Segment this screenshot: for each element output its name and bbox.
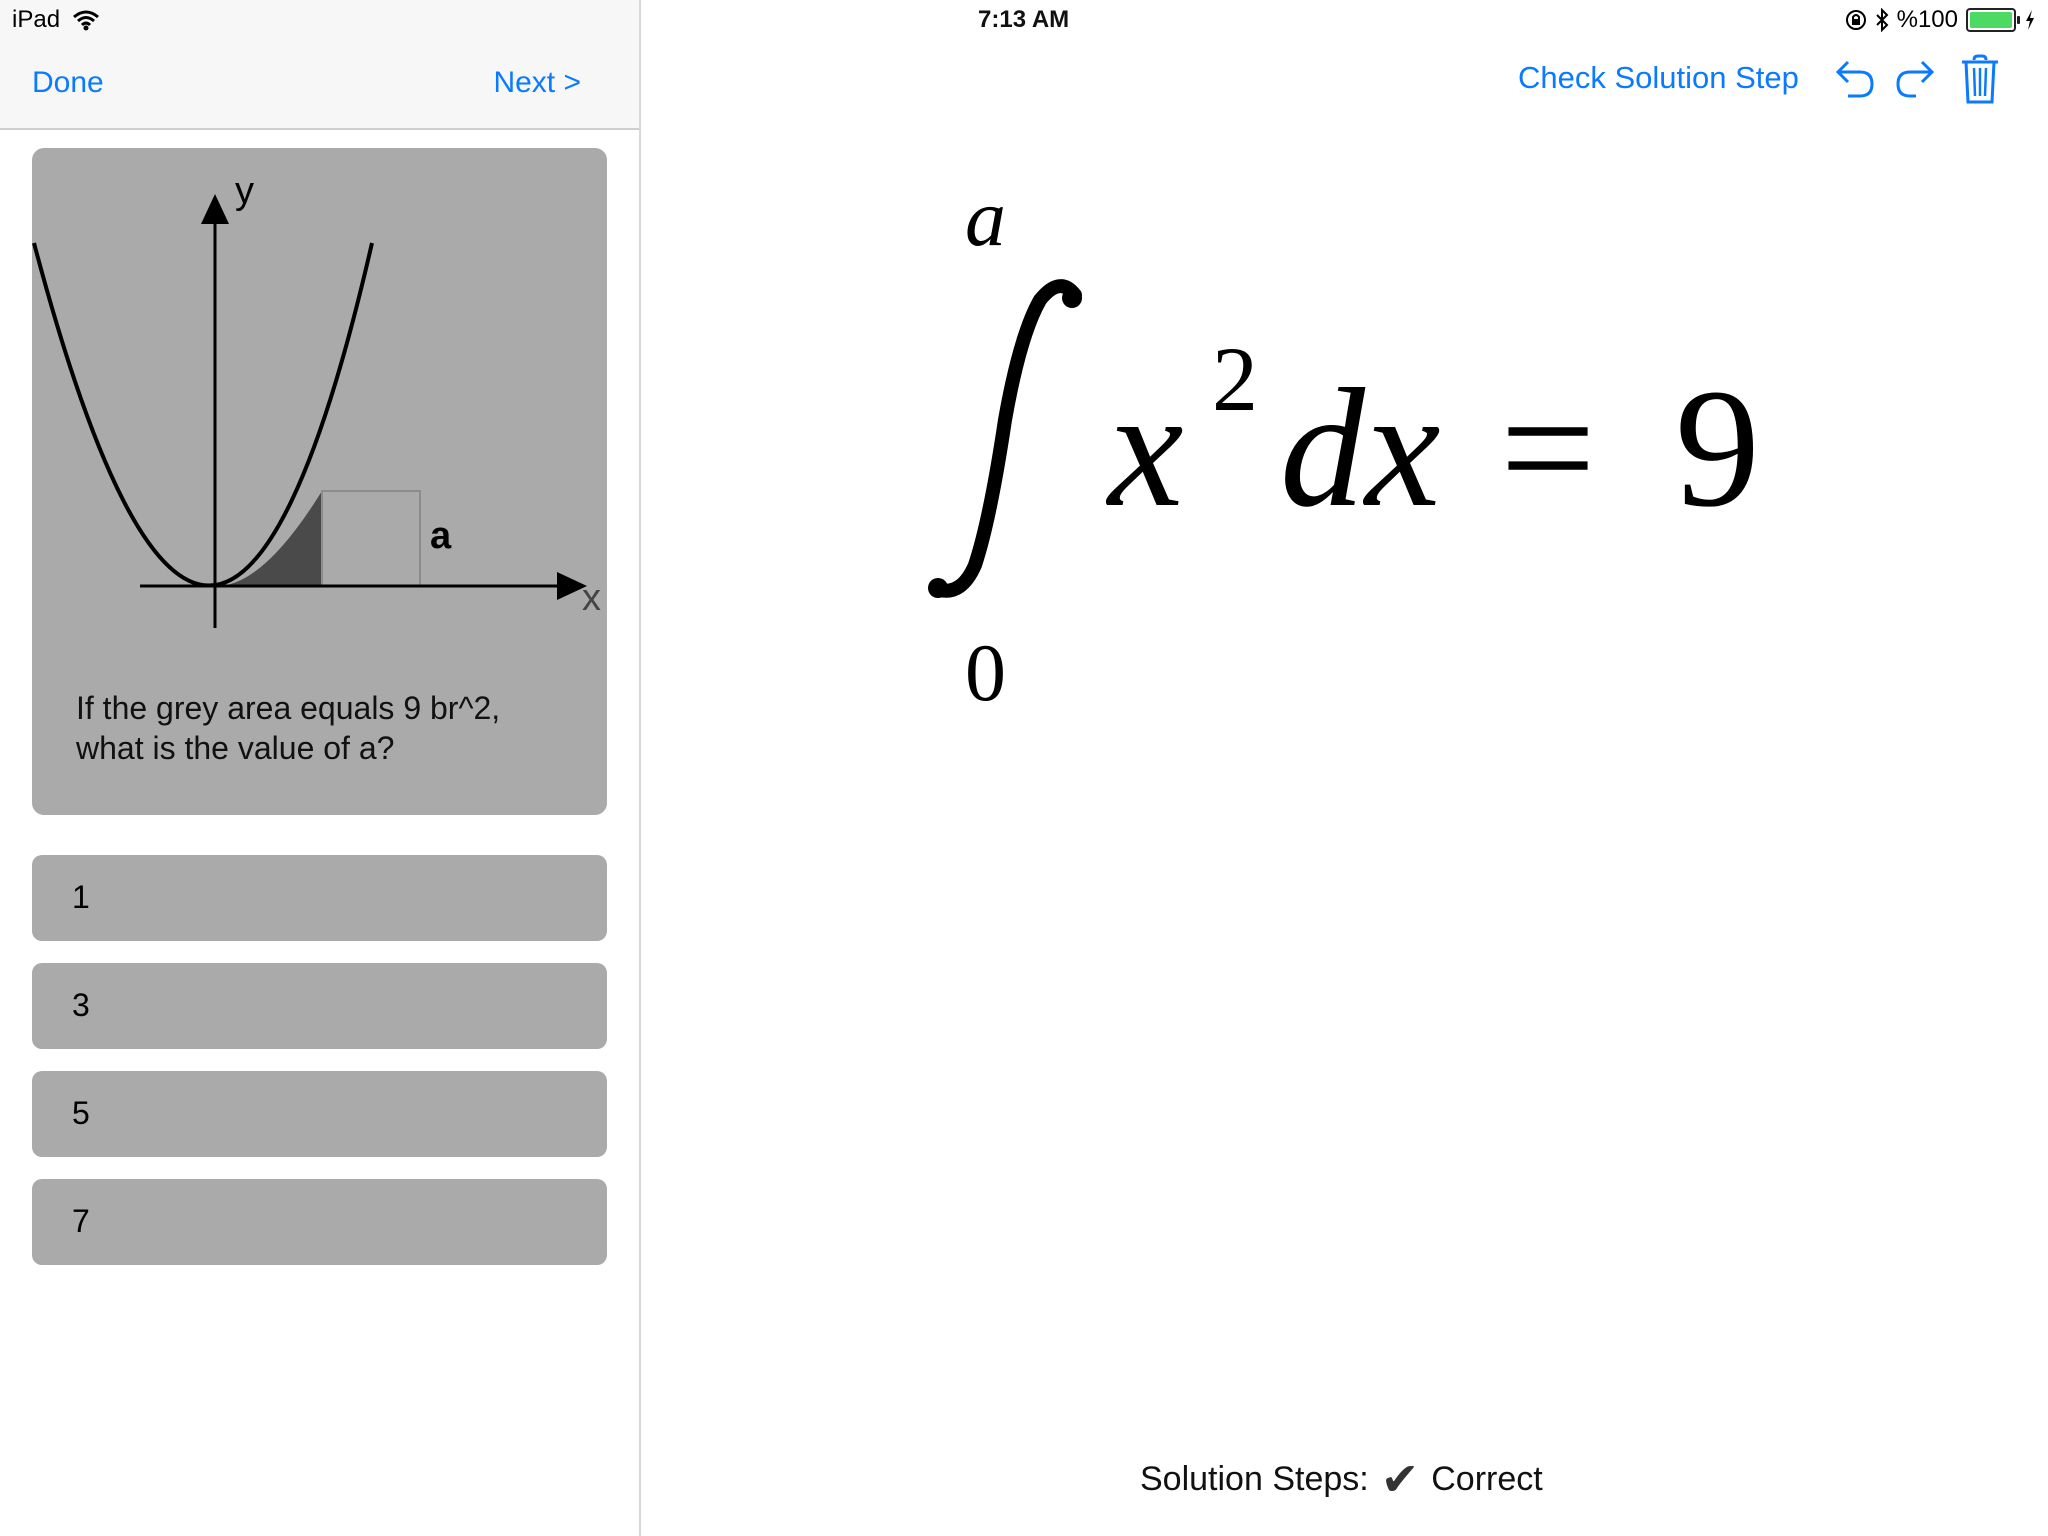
y-axis-arrow — [201, 194, 229, 224]
integrand-base: x — [1108, 354, 1184, 542]
next-button[interactable]: Next > — [493, 66, 581, 99]
answer-label: 1 — [72, 879, 90, 915]
equation-result: 9 — [1675, 354, 1760, 542]
parabola-graph — [32, 148, 607, 668]
question-text — [76, 688, 576, 768]
check-solution-step-button[interactable]: Check Solution Step — [1518, 60, 1799, 95]
trash-icon[interactable] — [1958, 54, 2002, 106]
answer-option-3[interactable] — [32, 1071, 607, 1157]
wifi-icon — [72, 9, 100, 31]
x-axis-label: x — [582, 577, 601, 619]
status-left — [12, 6, 100, 34]
orientation-lock-icon — [1845, 9, 1867, 31]
answer-label: 5 — [72, 1095, 90, 1131]
integral-sign — [940, 286, 1075, 591]
y-axis-label: y — [235, 170, 254, 212]
question-pane — [0, 0, 641, 1536]
device-label: iPad — [12, 6, 61, 33]
answer-option-1[interactable] — [32, 855, 607, 941]
status-time: 7:13 AM — [978, 6, 1070, 33]
done-button[interactable]: Done — [32, 66, 104, 99]
a-label: a — [430, 515, 452, 557]
differential: dx — [1280, 354, 1441, 542]
bluetooth-icon — [1875, 8, 1889, 32]
status-right — [1845, 6, 2036, 34]
answer-label: 7 — [72, 1203, 90, 1239]
answer-option-4[interactable] — [32, 1179, 607, 1265]
answer-label: 3 — [72, 987, 90, 1023]
solution-steps-label: Solution Steps: — [1140, 1459, 1369, 1498]
redo-icon[interactable] — [1892, 54, 1940, 102]
lower-limit: 0 — [965, 627, 1006, 718]
battery-percentage: %100 — [1896, 6, 1958, 33]
question-card — [32, 148, 607, 815]
equation-display — [880, 160, 1880, 720]
solution-steps-status — [1140, 1452, 1543, 1506]
solution-steps-result: Correct — [1431, 1459, 1543, 1498]
question-line-2: what is the value of a? — [76, 730, 395, 766]
charging-icon — [2024, 9, 2036, 31]
upper-limit: a — [965, 172, 1006, 263]
battery-icon — [1966, 8, 2016, 32]
checkmark-icon: ✔ — [1380, 1453, 1420, 1505]
integrand-exponent: 2 — [1212, 328, 1258, 430]
undo-icon[interactable] — [1830, 54, 1878, 102]
area-rectangle — [322, 491, 420, 586]
equals-sign: = — [1500, 354, 1596, 542]
question-line-1: If the grey area equals 9 br^2, — [76, 690, 501, 726]
nav-bar — [0, 0, 639, 130]
answer-option-2[interactable] — [32, 963, 607, 1049]
shaded-area — [215, 491, 322, 586]
